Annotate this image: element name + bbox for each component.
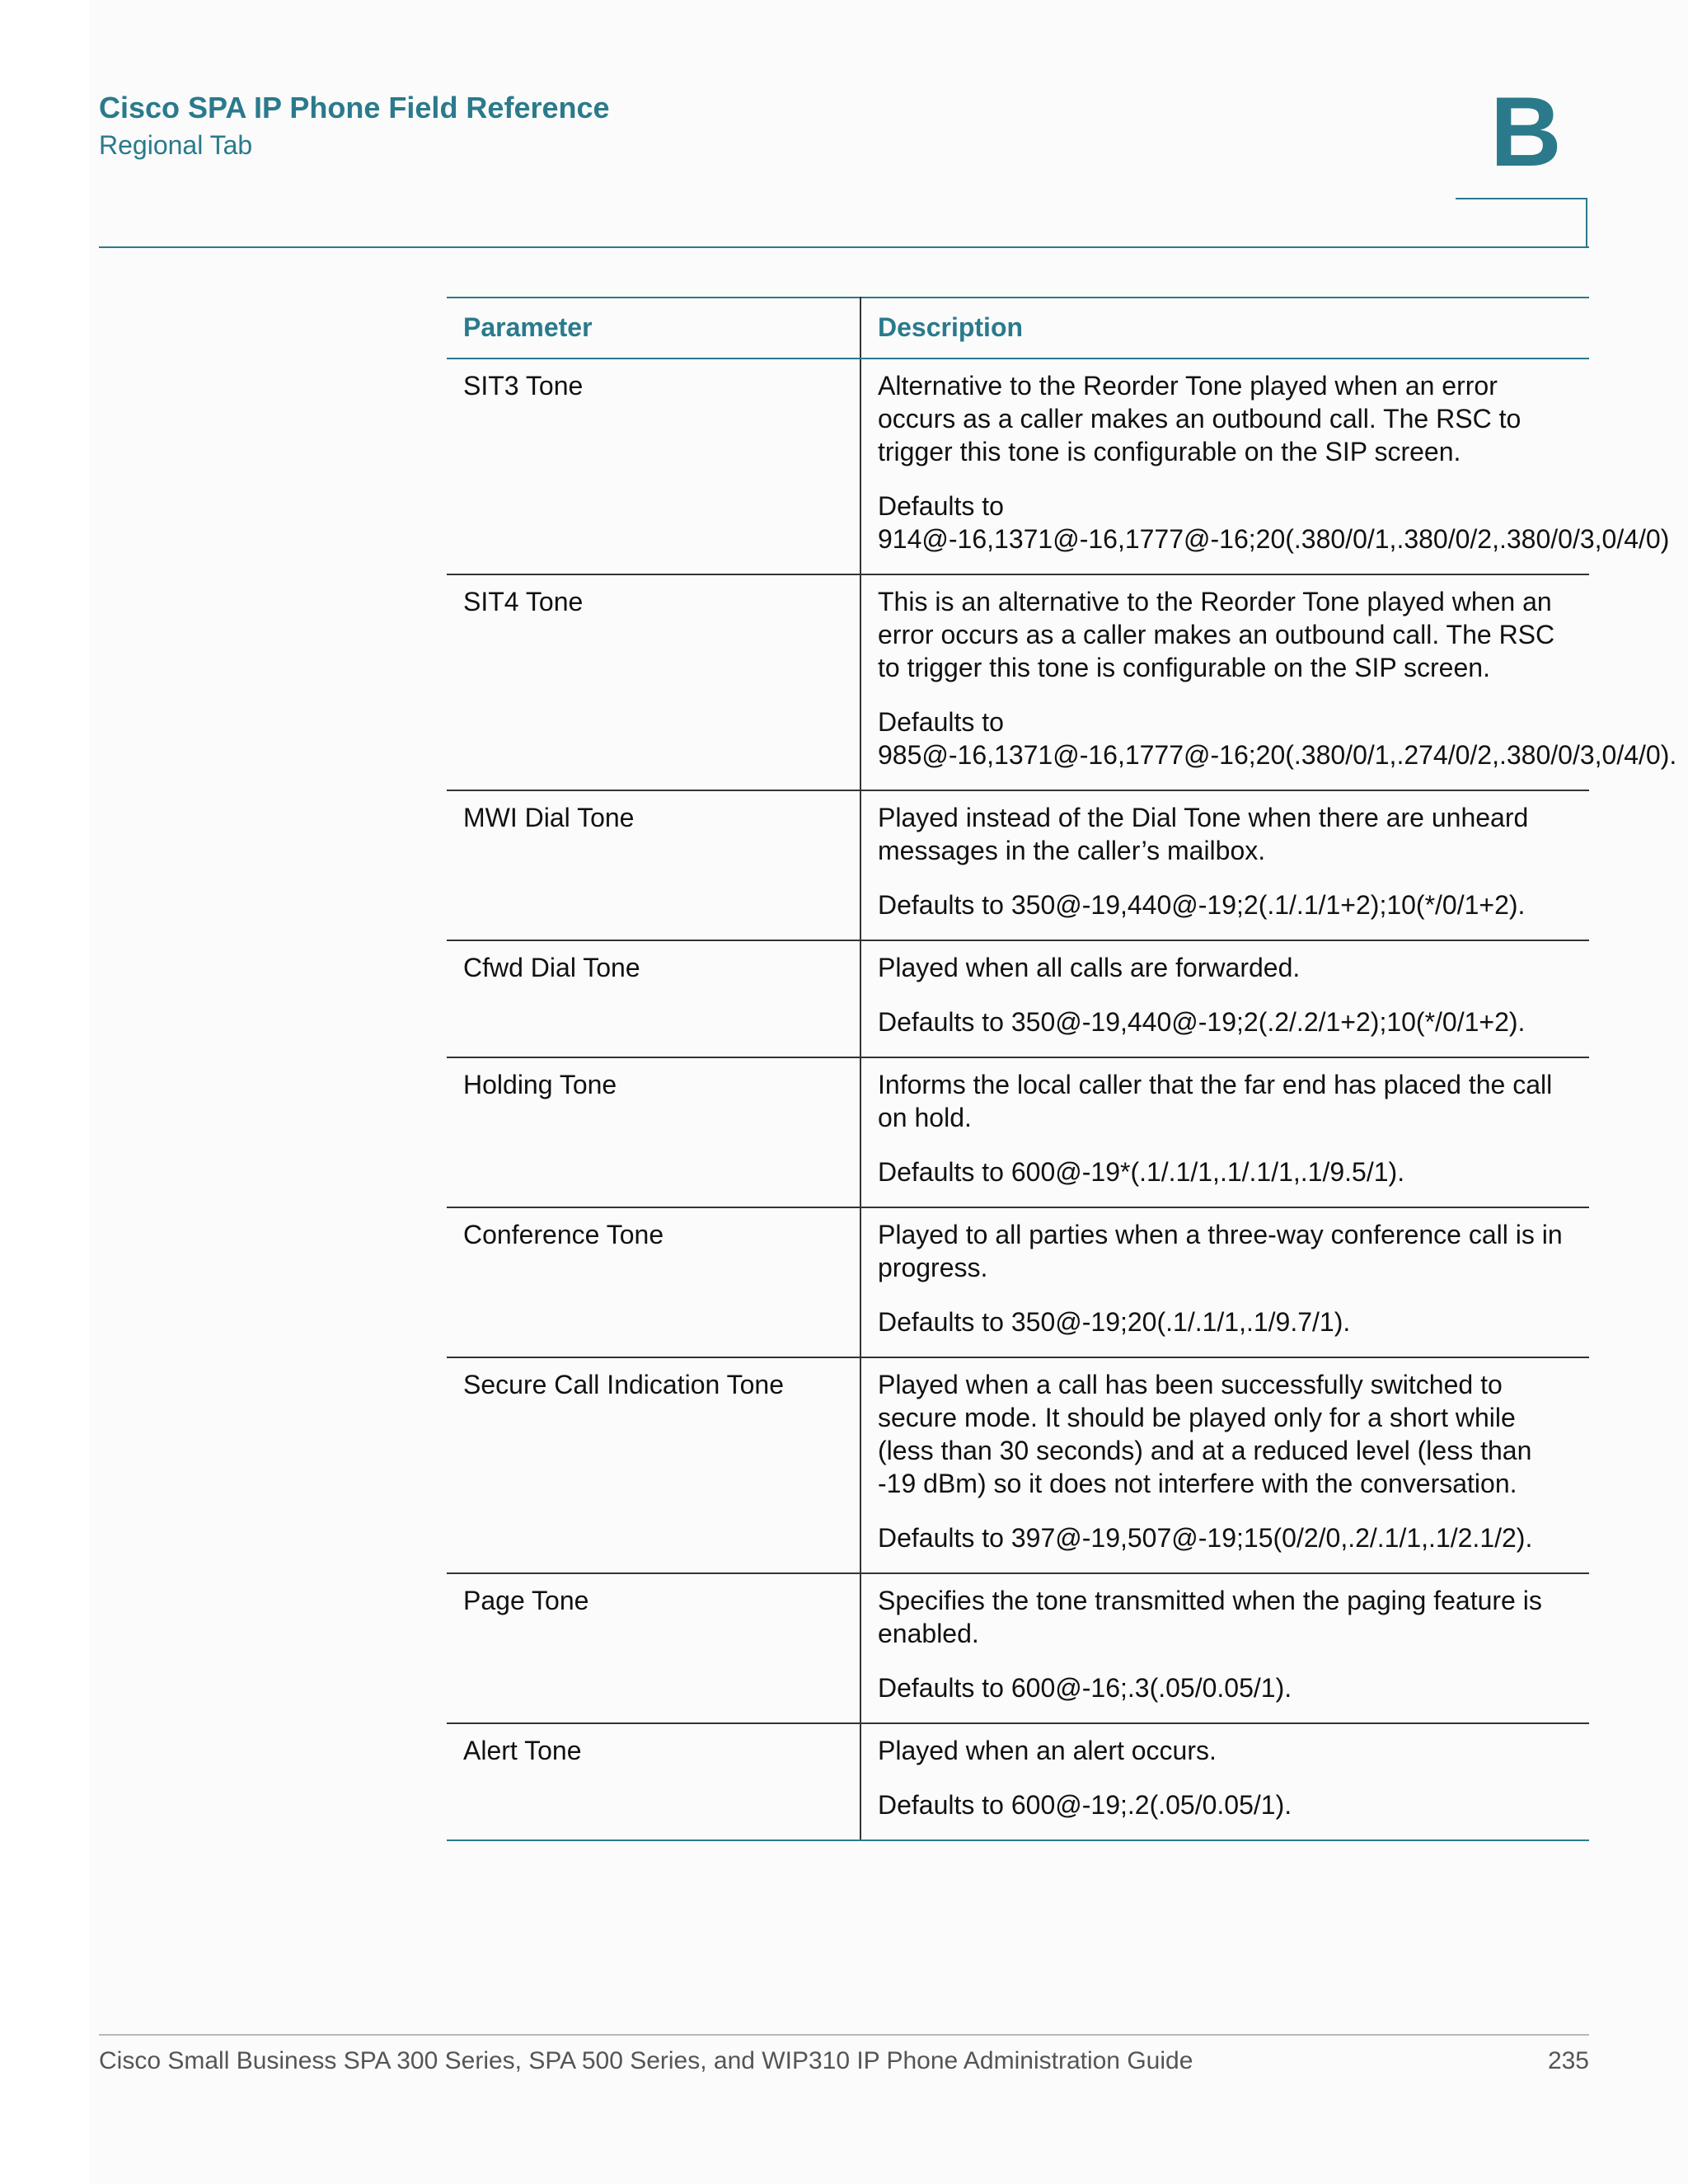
column-header-parameter: Parameter	[447, 298, 860, 359]
description-cell	[860, 1723, 1589, 1840]
description-cell	[860, 940, 1589, 1057]
table-row	[447, 1723, 1589, 1840]
table-row	[447, 940, 1589, 1057]
column-header-description: Description	[860, 298, 1589, 359]
table-row	[447, 1357, 1589, 1573]
chapter-letter: B	[1490, 77, 1562, 187]
description-cell	[860, 574, 1677, 790]
parameter-cell: Cfwd Dial Tone	[447, 940, 860, 1057]
table-header-row	[447, 298, 1589, 359]
parameter-cell: Conference Tone	[447, 1207, 860, 1357]
table-row	[447, 359, 1589, 574]
table-row	[447, 790, 1589, 940]
footer-divider	[99, 2034, 1589, 2036]
description-text: Played when a call has been successfully switched to secure mode. It should be played only for a short while (less than 30 seconds) and at a reduced level (less than -19 dBm) so it does not interfere with the conversation.	[878, 1370, 1532, 1498]
table-row	[447, 574, 1589, 790]
description-text: Played when all calls are forwarded.	[878, 953, 1301, 982]
default-value-text: Defaults to 600@-16;.3(.05/0.05/1).	[878, 1673, 1292, 1703]
parameter-cell: SIT3 Tone	[447, 359, 860, 574]
default-value-text: Defaults to 350@-19;20(.1/.1/1,.1/9.7/1).	[878, 1307, 1351, 1337]
description-cell	[860, 359, 1670, 574]
description-cell	[860, 1357, 1589, 1573]
page-number: 235	[1547, 2047, 1589, 2074]
parameter-cell: Holding Tone	[447, 1057, 860, 1207]
description-text: Alternative to the Reorder Tone played when an error occurs as a caller makes an outbound call. The RSC to trigger this tone is configurable on the SIP screen.	[878, 371, 1522, 466]
parameter-cell: Page Tone	[447, 1573, 860, 1723]
default-value-text: Defaults to 600@-19;.2(.05/0.05/1).	[878, 1790, 1292, 1820]
page-header	[99, 89, 610, 163]
footer-guide-title: Cisco Small Business SPA 300 Series, SPA 500 Series, and WIP310 IP Phone Administration Guide	[99, 2047, 1193, 2074]
header-divider	[99, 246, 1589, 248]
section-subtitle: Regional Tab	[99, 130, 253, 160]
parameter-cell: SIT4 Tone	[447, 574, 860, 790]
parameter-cell: Alert Tone	[447, 1723, 860, 1840]
description-text: Specifies the tone transmitted when the paging feature is enabled.	[878, 1586, 1542, 1648]
parameter-table-container	[447, 297, 1677, 1841]
parameter-cell: MWI Dial Tone	[447, 790, 860, 940]
default-value-text: Defaults to 600@-19*(.1/.1/1,.1/.1/1,.1/9.5/1).	[878, 1157, 1405, 1187]
description-cell	[860, 1207, 1589, 1357]
description-cell	[860, 1573, 1589, 1723]
document-title: Cisco SPA IP Phone Field Reference	[99, 91, 610, 124]
default-value-text: Defaults to 350@-19,440@-19;2(.1/.1/1+2);10(*/0/1+2).	[878, 890, 1526, 920]
default-value-text: Defaults to 914@-16,1371@-16,1777@-16;20(.380/0/1,.380/0/2,.380/0/3,0/4/0)	[878, 491, 1670, 554]
parameter-cell: Secure Call Indication Tone	[447, 1357, 860, 1573]
table-row	[447, 1057, 1589, 1207]
table-row	[447, 1207, 1589, 1357]
default-value-text: Defaults to 350@-19,440@-19;2(.2/.2/1+2);10(*/0/1+2).	[878, 1007, 1526, 1037]
description-cell	[860, 1057, 1589, 1207]
description-text: Played to all parties when a three-way conference call is in progress.	[878, 1220, 1563, 1282]
chapter-tab-frame	[1456, 198, 1587, 247]
description-cell	[860, 790, 1589, 940]
description-text: Played when an alert occurs.	[878, 1736, 1217, 1765]
default-value-text: Defaults to 985@-16,1371@-16,1777@-16;20(.380/0/1,.274/0/2,.380/0/3,0/4/0).	[878, 707, 1677, 770]
parameter-table	[447, 297, 1677, 1841]
table-row	[447, 1573, 1589, 1723]
description-text: Informs the local caller that the far end has placed the call on hold.	[878, 1070, 1553, 1132]
description-text: This is an alternative to the Reorder Tone played when an error occurs as a caller makes an outbound call. The RSC to trigger this tone is configurable on the SIP screen.	[878, 587, 1555, 682]
description-text: Played instead of the Dial Tone when there are unheard messages in the caller’s mailbox.	[878, 803, 1529, 865]
default-value-text: Defaults to 397@-19,507@-19;15(0/2/0,.2/.1/1,.1/2.1/2).	[878, 1523, 1533, 1553]
